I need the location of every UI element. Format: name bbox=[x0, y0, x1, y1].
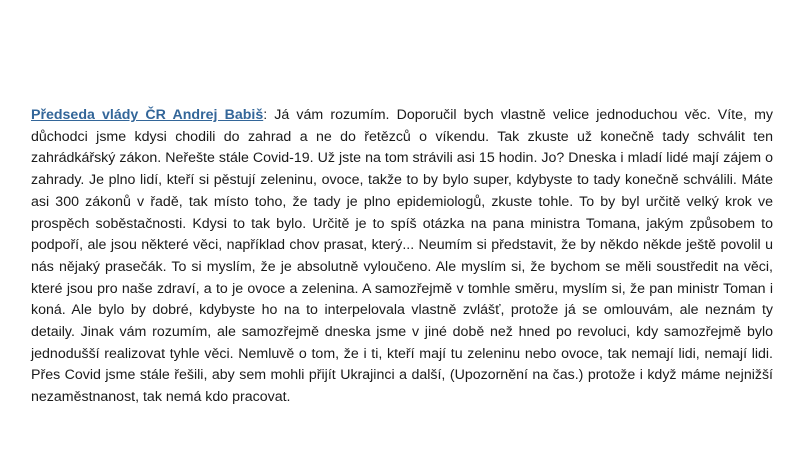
speaker-separator: : bbox=[263, 107, 268, 123]
speech-text: Já vám rozumím. Doporučil bych vlastně velice jednoduchou věc. Víte, my důchodci jsme kdysi chodili do zahrad a ne do řetězců o víkendu. Tak zkuste už konečně tady schválit ten zahrádkářský zákon. Neřešte stále Covid-19. Už jste na tom strávili asi 15 hodin. Jo? Dneska i mladí lidé mají zájem o zahrady. Je plno lidí, kteří si pěstují zeleninu, ovoce, takže to by bylo super, kdybyste to tady konečně schválili. Máte asi 300 zákonů v řadě, tak místo toho, že tady je plno epidemiologů, zkuste tohle. To by byl určitě velký krok ve prospěch soběstačnosti. Kdysi to tak bylo. Určitě je to spíš otázka na pana ministra Tomana, jakým způsobem to podpoří, ale jsou některé věci, například chov prasat, který... Neumím si představit, že by někdo někde ještě povolil u nás nějaký prasečák. To si myslím, že je absolutně vyloučeno. Ale myslím si, že bychom se měli soustředit na věci, které jsou pro naše zdraví, a to je ovoce a zelenina. A samozřejmě v tomhle směru, myslím si, že pan ministr Toman i koná. Ale bylo by dobré, kdybyste ho na to interpelovala vlastně zvlášť, protože já se omlouvám, ale neznám ty detaily. Jinak vám rozumím, ale samozřejmě dneska jsme v jiné době než hned po revoluci, kdy samozřejmě bylo jednodušší realizovat tyhle věci. Nemluvě o tom, že i ti, kteří mají tu zeleninu nebo ovoce, tak nemají lidi, nemají lidi. Přes Covid jsme stále řešili, aby sem mohli přijít Ukrajinci a další, (Upozornění na čas.) protože i když máme nejnižší nezaměstnanost, tak nemá kdo pracovat. bbox=[31, 107, 773, 406]
speech-paragraph bbox=[31, 105, 773, 409]
speaker-link[interactable]: Předseda vlády ČR Andrej Babiš bbox=[31, 107, 264, 123]
